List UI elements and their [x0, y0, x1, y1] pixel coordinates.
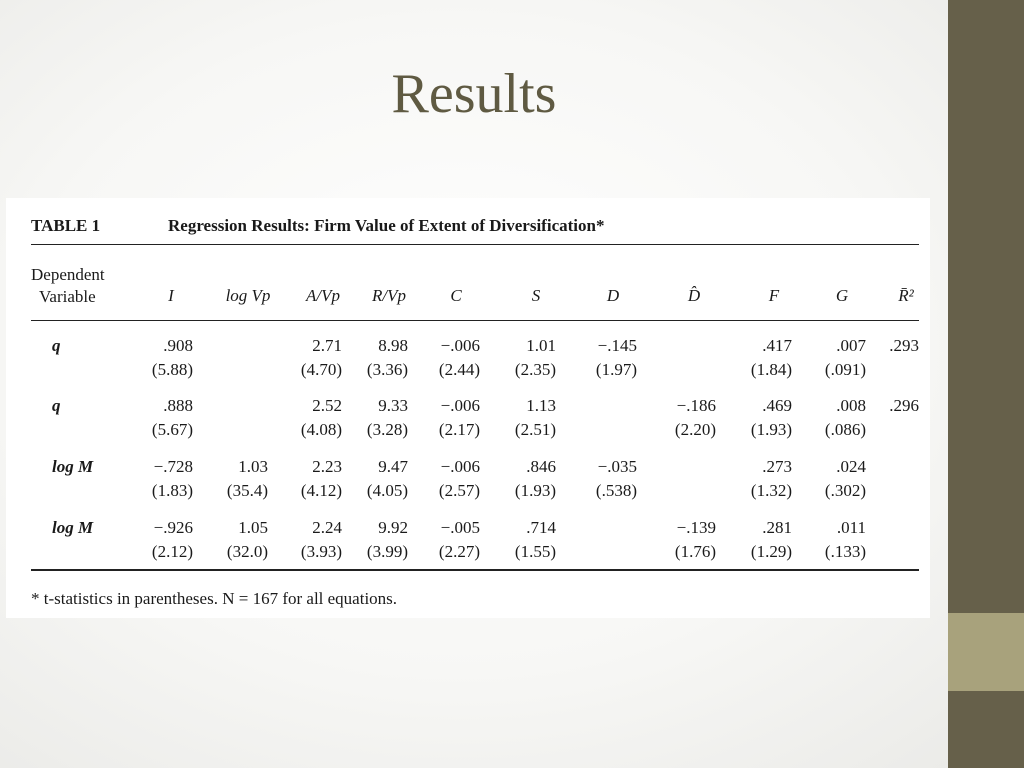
- cell-coef-1-4: −.006: [440, 396, 480, 415]
- cell-coef-3-9: .011: [836, 518, 866, 537]
- cell-coef-0-5: 1.01: [526, 336, 556, 355]
- cell-coef-1-7: −.186: [676, 396, 716, 415]
- cell-coef-0-3: 8.98: [378, 336, 408, 355]
- cell-coef-1-10: .296: [889, 396, 919, 415]
- cell-coef-3-7: −.139: [676, 518, 716, 537]
- cell-tstat-0-8: (1.84): [750, 360, 792, 379]
- cell-tstat-1-0: (5.67): [151, 420, 193, 439]
- slide-title: Results: [391, 63, 557, 125]
- row-label-0: q: [52, 336, 61, 355]
- cell-coef-0-0: .908: [163, 336, 193, 355]
- cell-coef-0-2: 2.71: [312, 336, 342, 355]
- cell-tstat-0-0: (5.88): [151, 360, 193, 379]
- top-rule: [31, 244, 919, 245]
- column-header-2: A/Vp: [306, 286, 340, 305]
- cell-coef-0-9: .007: [836, 336, 866, 355]
- cell-tstat-2-4: (2.57): [438, 481, 480, 500]
- column-header-3: R/Vp: [372, 286, 406, 305]
- cell-tstat-1-2: (4.08): [300, 420, 342, 439]
- cell-coef-2-3: 9.47: [378, 457, 408, 476]
- cell-coef-1-5: 1.13: [526, 396, 556, 415]
- cell-tstat-3-4: (2.27): [438, 542, 480, 561]
- column-header-7: D̂: [687, 286, 701, 305]
- table-label: TABLE 1: [31, 216, 101, 235]
- cell-coef-0-10: .293: [889, 336, 919, 355]
- cell-tstat-0-6: (1.97): [595, 360, 637, 379]
- cell-coef-1-0: .888: [163, 396, 193, 415]
- row-label-2: log M: [52, 457, 94, 476]
- column-header-5: S: [531, 286, 541, 305]
- row-label-3: log M: [52, 518, 94, 537]
- sidebar-accent-block: [948, 613, 1024, 691]
- cell-coef-2-1: 1.03: [238, 457, 268, 476]
- cell-tstat-1-9: (.086): [824, 420, 866, 439]
- stub-header-line-2: Variable: [39, 287, 96, 306]
- table-title: Regression Results: Firm Value of Extent of Diversification*: [168, 216, 605, 235]
- cell-tstat-0-9: (.091): [824, 360, 866, 379]
- cell-coef-1-3: 9.33: [378, 396, 408, 415]
- cell-coef-2-4: −.006: [440, 457, 480, 476]
- cell-coef-2-8: .273: [762, 457, 792, 476]
- cell-tstat-2-8: (1.32): [750, 481, 792, 500]
- cell-coef-3-0: −.926: [153, 518, 193, 537]
- cell-tstat-0-2: (4.70): [300, 360, 342, 379]
- cell-coef-0-4: −.006: [440, 336, 480, 355]
- cell-tstat-2-3: (4.05): [366, 481, 408, 500]
- cell-coef-3-3: 9.92: [378, 518, 408, 537]
- cell-coef-2-0: −.728: [153, 457, 193, 476]
- cell-tstat-2-0: (1.83): [151, 481, 193, 500]
- cell-tstat-3-7: (1.76): [674, 542, 716, 561]
- cell-coef-1-8: .469: [762, 396, 792, 415]
- cell-coef-1-2: 2.52: [312, 396, 342, 415]
- row-label-1: q: [52, 396, 61, 415]
- cell-coef-2-9: .024: [836, 457, 866, 476]
- cell-tstat-1-4: (2.17): [438, 420, 480, 439]
- cell-coef-3-2: 2.24: [312, 518, 342, 537]
- cell-tstat-3-8: (1.29): [750, 542, 792, 561]
- cell-tstat-2-1: (35.4): [226, 481, 268, 500]
- cell-tstat-0-5: (2.35): [514, 360, 556, 379]
- cell-coef-3-1: 1.05: [238, 518, 268, 537]
- cell-tstat-3-2: (3.93): [300, 542, 342, 561]
- column-header-8: F: [768, 286, 780, 305]
- column-header-1: log Vp: [225, 286, 271, 305]
- cell-coef-1-9: .008: [836, 396, 866, 415]
- cell-tstat-2-6: (.538): [595, 481, 637, 500]
- column-header-10: R̄²: [898, 286, 914, 305]
- cell-tstat-2-2: (4.12): [300, 481, 342, 500]
- column-header-0: I: [168, 286, 174, 305]
- cell-tstat-1-7: (2.20): [674, 420, 716, 439]
- regression-table: [6, 198, 930, 618]
- header-rule: [31, 320, 919, 321]
- cell-coef-0-8: .417: [762, 336, 792, 355]
- cell-tstat-1-3: (3.28): [366, 420, 408, 439]
- cell-tstat-3-0: (2.12): [151, 542, 193, 561]
- stub-header-line-1: Dependent: [31, 265, 105, 284]
- cell-tstat-3-3: (3.99): [366, 542, 408, 561]
- cell-tstat-2-5: (1.93): [514, 481, 556, 500]
- column-header-6: D: [606, 286, 620, 305]
- cell-tstat-0-4: (2.44): [438, 360, 480, 379]
- cell-tstat-2-9: (.302): [824, 481, 866, 500]
- cell-tstat-0-3: (3.36): [366, 360, 408, 379]
- cell-coef-2-2: 2.23: [312, 457, 342, 476]
- cell-coef-3-5: .714: [526, 518, 556, 537]
- cell-tstat-3-1: (32.0): [226, 542, 268, 561]
- cell-tstat-1-8: (1.93): [750, 420, 792, 439]
- cell-coef-3-8: .281: [762, 518, 792, 537]
- stub-header: [31, 264, 105, 308]
- cell-tstat-1-5: (2.51): [514, 420, 556, 439]
- cell-coef-3-4: −.005: [440, 518, 480, 537]
- cell-coef-2-5: .846: [526, 457, 556, 476]
- cell-coef-2-6: −.035: [597, 457, 637, 476]
- column-header-9: G: [835, 286, 849, 305]
- table-footnote: * t-statistics in parentheses. N = 167 for all equations.: [31, 589, 398, 608]
- cell-coef-0-6: −.145: [597, 336, 637, 355]
- cell-tstat-3-5: (1.55): [514, 542, 556, 561]
- cell-tstat-3-9: (.133): [824, 542, 866, 561]
- bottom-rule: [31, 569, 919, 571]
- column-header-4: C: [450, 286, 462, 305]
